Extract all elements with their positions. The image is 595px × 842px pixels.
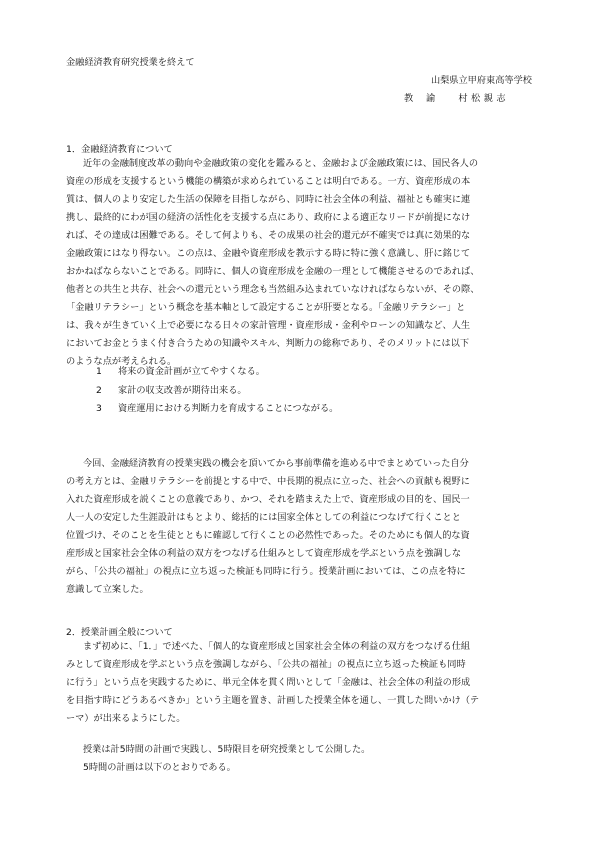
- paragraph-line: 近年の金融制度改革の動向や金融政策の変化を鑑みると、金融および金融政策には、国民各人の: [83, 158, 479, 169]
- paragraph-line: は、我々が生きていく上で必要になる日々の家計管理・資産形成・金利やローンの知識など、人生: [66, 320, 471, 331]
- paragraph-line: みとして資産形成を学ぶという点を強調しながら、「公共の福祉」の視点に立ち返った検証も同時: [66, 659, 466, 670]
- paragraph-line: においてお金とうまく付き合うための知識やスキル、判断力の総称であり、そのメリットには以下: [66, 338, 470, 349]
- list-item-number: 1: [96, 366, 102, 377]
- section1-paragraph1: [66, 155, 544, 371]
- section1-paragraph2: [66, 455, 544, 599]
- paragraph-line: 入れた資産形成を説くことの意義であり、かつ、それを踏まえた上で、資産形成の目的を、国民一: [66, 494, 470, 505]
- paragraph-line: 意識して立案した。: [66, 584, 149, 595]
- paragraph-line: 携し、最終的にわが国の経済の活性化を支援する点にあり、政府による適正なリードが前提になけ: [66, 212, 471, 223]
- list-item: [96, 363, 338, 382]
- paragraph-line: を目指す時にどうあるべきか」という主題を置き、計画した授業全体を通し、一貫した問いかけ（テ: [66, 695, 480, 706]
- list-item: [96, 382, 338, 401]
- paragraph-line: がら、「公共の福祉」の視点に立ち返った検証も同時に行う。授業計画においては、この点を特に: [66, 566, 466, 577]
- paragraph-line: まず初めに、「1．」で述べた、「個人的な資産形成と国家社会全体の利益の双方をつなげる仕組: [83, 641, 471, 652]
- list-item-text: 家計の収支改善が期待出来る。: [118, 384, 247, 396]
- list-item-text: 将来の資金計画が立てやすくなる。: [118, 366, 265, 377]
- paragraph-line: 位置づけ、そのことを生徒とともに確認して行くことの必然性であった。そのためにも個人的な資: [66, 530, 470, 541]
- paragraph-line: 「金融リテラシー」という概念を基本軸として設定することが肝要となる。「金融リテラシー」と: [66, 302, 466, 313]
- paragraph-line: 今回、金融経済教育の授業実践の機会を頂いてから事前準備を進める中でまとめていった自分: [83, 458, 469, 469]
- paragraph-line: に行う」という点を実践するために、単元全体を貫く問いとして「金融は、社会全体の利益の形成: [66, 677, 471, 688]
- section2-paragraph2: [66, 741, 544, 777]
- paragraph-line: の考え方とは、金融リテラシーを前提とする中で、中長期的視点に立った、社会への貢献も視野に: [66, 476, 470, 487]
- paragraph-line: 人一人の安定した生涯設計はもとより、総括的には国家全体としての利益につなげて行くことと: [66, 512, 461, 523]
- paragraph-line: 産形成と国家社会全体の利益の双方をつなげる仕組みとして資産形成を学ぶという点を強調しな: [66, 548, 462, 559]
- paragraph-line: 質は、個人のより安定した生活の保障を目指しながら、同時に社会全体の利益、福祉とも確実に連: [66, 194, 471, 205]
- author-role: 教諭: [404, 93, 449, 104]
- author-name: 村松親志: [458, 93, 510, 104]
- section2-heading: 2．授業計画全般について: [66, 627, 173, 638]
- paragraph-line: 資産の形成を支援するという機能の構築が求められていることは明白である。一方、資産形成の本: [66, 176, 471, 187]
- list-item: [96, 400, 338, 419]
- list-item-text: 資産運用における判断力を育成することにつながる。: [118, 403, 339, 414]
- paragraph-line: のような点が考えられる。: [66, 356, 177, 367]
- list-item-number: 3: [96, 403, 102, 414]
- paragraph-line: れば、その達成は困難である。そして何よりも、その成果の社会的還元が不確実では真に効果的な: [66, 230, 471, 241]
- paragraph-line: 5時間の計画は以下のとおりである。: [83, 762, 236, 773]
- paragraph-line: 授業は計5時間の計画で実践し、5時限目を研究授業として公開した。: [83, 744, 371, 755]
- section2-paragraph1: [66, 638, 544, 728]
- document-title: 金融経済教育研究授業を終えて: [66, 57, 195, 68]
- merit-list: [96, 363, 338, 419]
- list-item-number: 2: [96, 384, 102, 396]
- section1-heading: 1．金融経済教育について: [66, 144, 173, 155]
- school-name: 山梨県立甲府東高等学校: [430, 75, 532, 86]
- paragraph-line: おかねばならないことである。同時に、個人の資産形成を金融の一理として機能させるのであれば、: [66, 266, 480, 277]
- paragraph-line: 他者との共生と共存、社会への還元という理念も当然組み込まれていなければならないが、その際、: [66, 284, 480, 295]
- paragraph-line: ーマ）が出来るようにした。: [66, 713, 186, 724]
- paragraph-line: 金融政策にはなり得ない。この点は、金融や資産形成を教示する時に特に強く意識し、肝に銘じて: [66, 248, 471, 259]
- author-line: [404, 90, 509, 104]
